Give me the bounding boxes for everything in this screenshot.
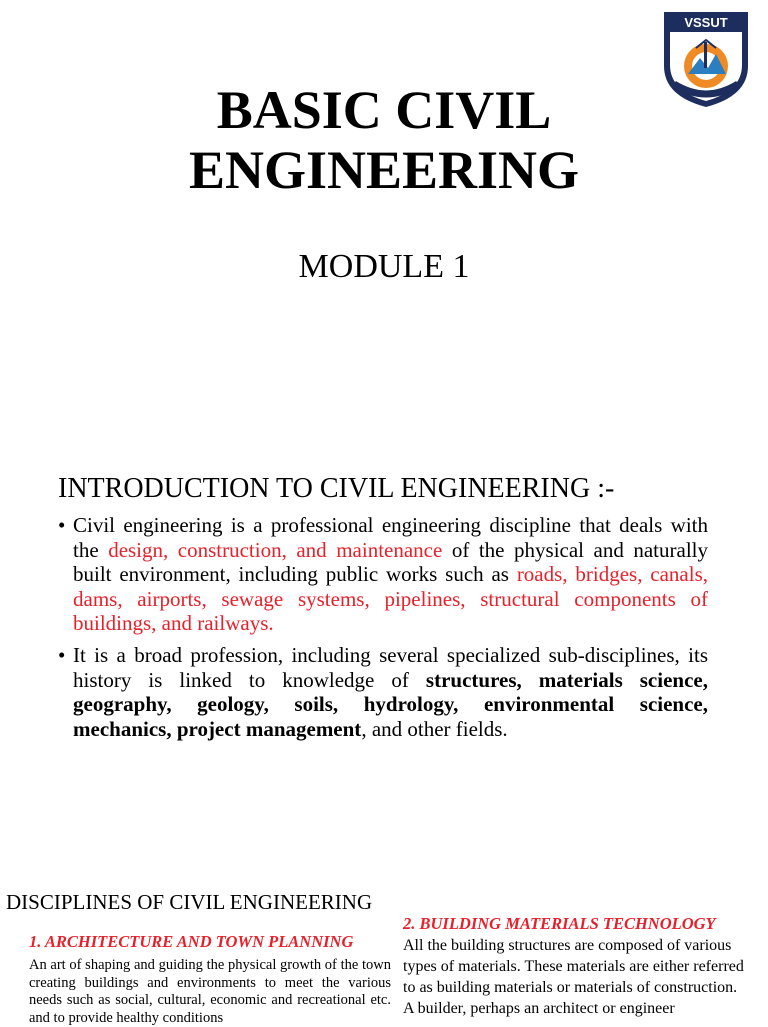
- logo-text: VSSUT: [684, 15, 728, 30]
- section-2-title: 2. BUILDING MATERIALS TECHNOLOGY: [403, 914, 716, 933]
- bullet-marker: •: [58, 513, 66, 537]
- title-line-2: ENGINEERING: [188, 140, 580, 200]
- bullet-1-highlight-a: design, construction, and maintenance: [108, 537, 443, 562]
- section-1-text: An art of shaping and guiding the physical growth of the town creating buildings and environments to meet the various needs such as social, cultural, economic and recreational etc. and to provide healthy conditions: [29, 957, 391, 1026]
- intro-bullet-1: [58, 513, 708, 636]
- module-label: MODULE 1: [298, 248, 470, 285]
- bullet-1-text-b: of the physical and naturally built environment, including public works such as: [73, 537, 708, 586]
- bullet-2-text-b: , and other fields.: [361, 716, 508, 741]
- bullet-2-bold-fields: structures, materials science, geography, geology, soils, hydrology, environmental science, mechanics, project management: [73, 667, 708, 741]
- bullet-marker: •: [58, 643, 66, 667]
- bullet-1-highlight-b: roads, bridges, canals, dams, airports, sewage systems, pipelines, structural components of buildings, and railways.: [73, 562, 708, 635]
- intro-heading: INTRODUCTION TO CIVIL ENGINEERING :-: [58, 473, 615, 504]
- disciplines-heading: DISCIPLINES OF CIVIL ENGINEERING: [6, 890, 373, 914]
- title-line-1: BASIC CIVIL: [216, 80, 552, 140]
- bullet-1-text-a: Civil engineering is a professional engineering discipline that deals with the: [73, 513, 708, 562]
- page-title: [0, 80, 768, 200]
- bullet-2-text-a: It is a broad profession, including several specialized sub-disciplines, its history is linked to knowledge of: [73, 643, 708, 692]
- intro-bullet-2: [58, 643, 708, 741]
- section-2-text: All the building structures are composed of various types of materials. These materials are either referred to as building materials or materials of construction. A builder, perhaps an architect or engineer: [403, 937, 744, 1017]
- section-1-title: 1. ARCHITECTURE AND TOWN PLANNING: [29, 932, 354, 951]
